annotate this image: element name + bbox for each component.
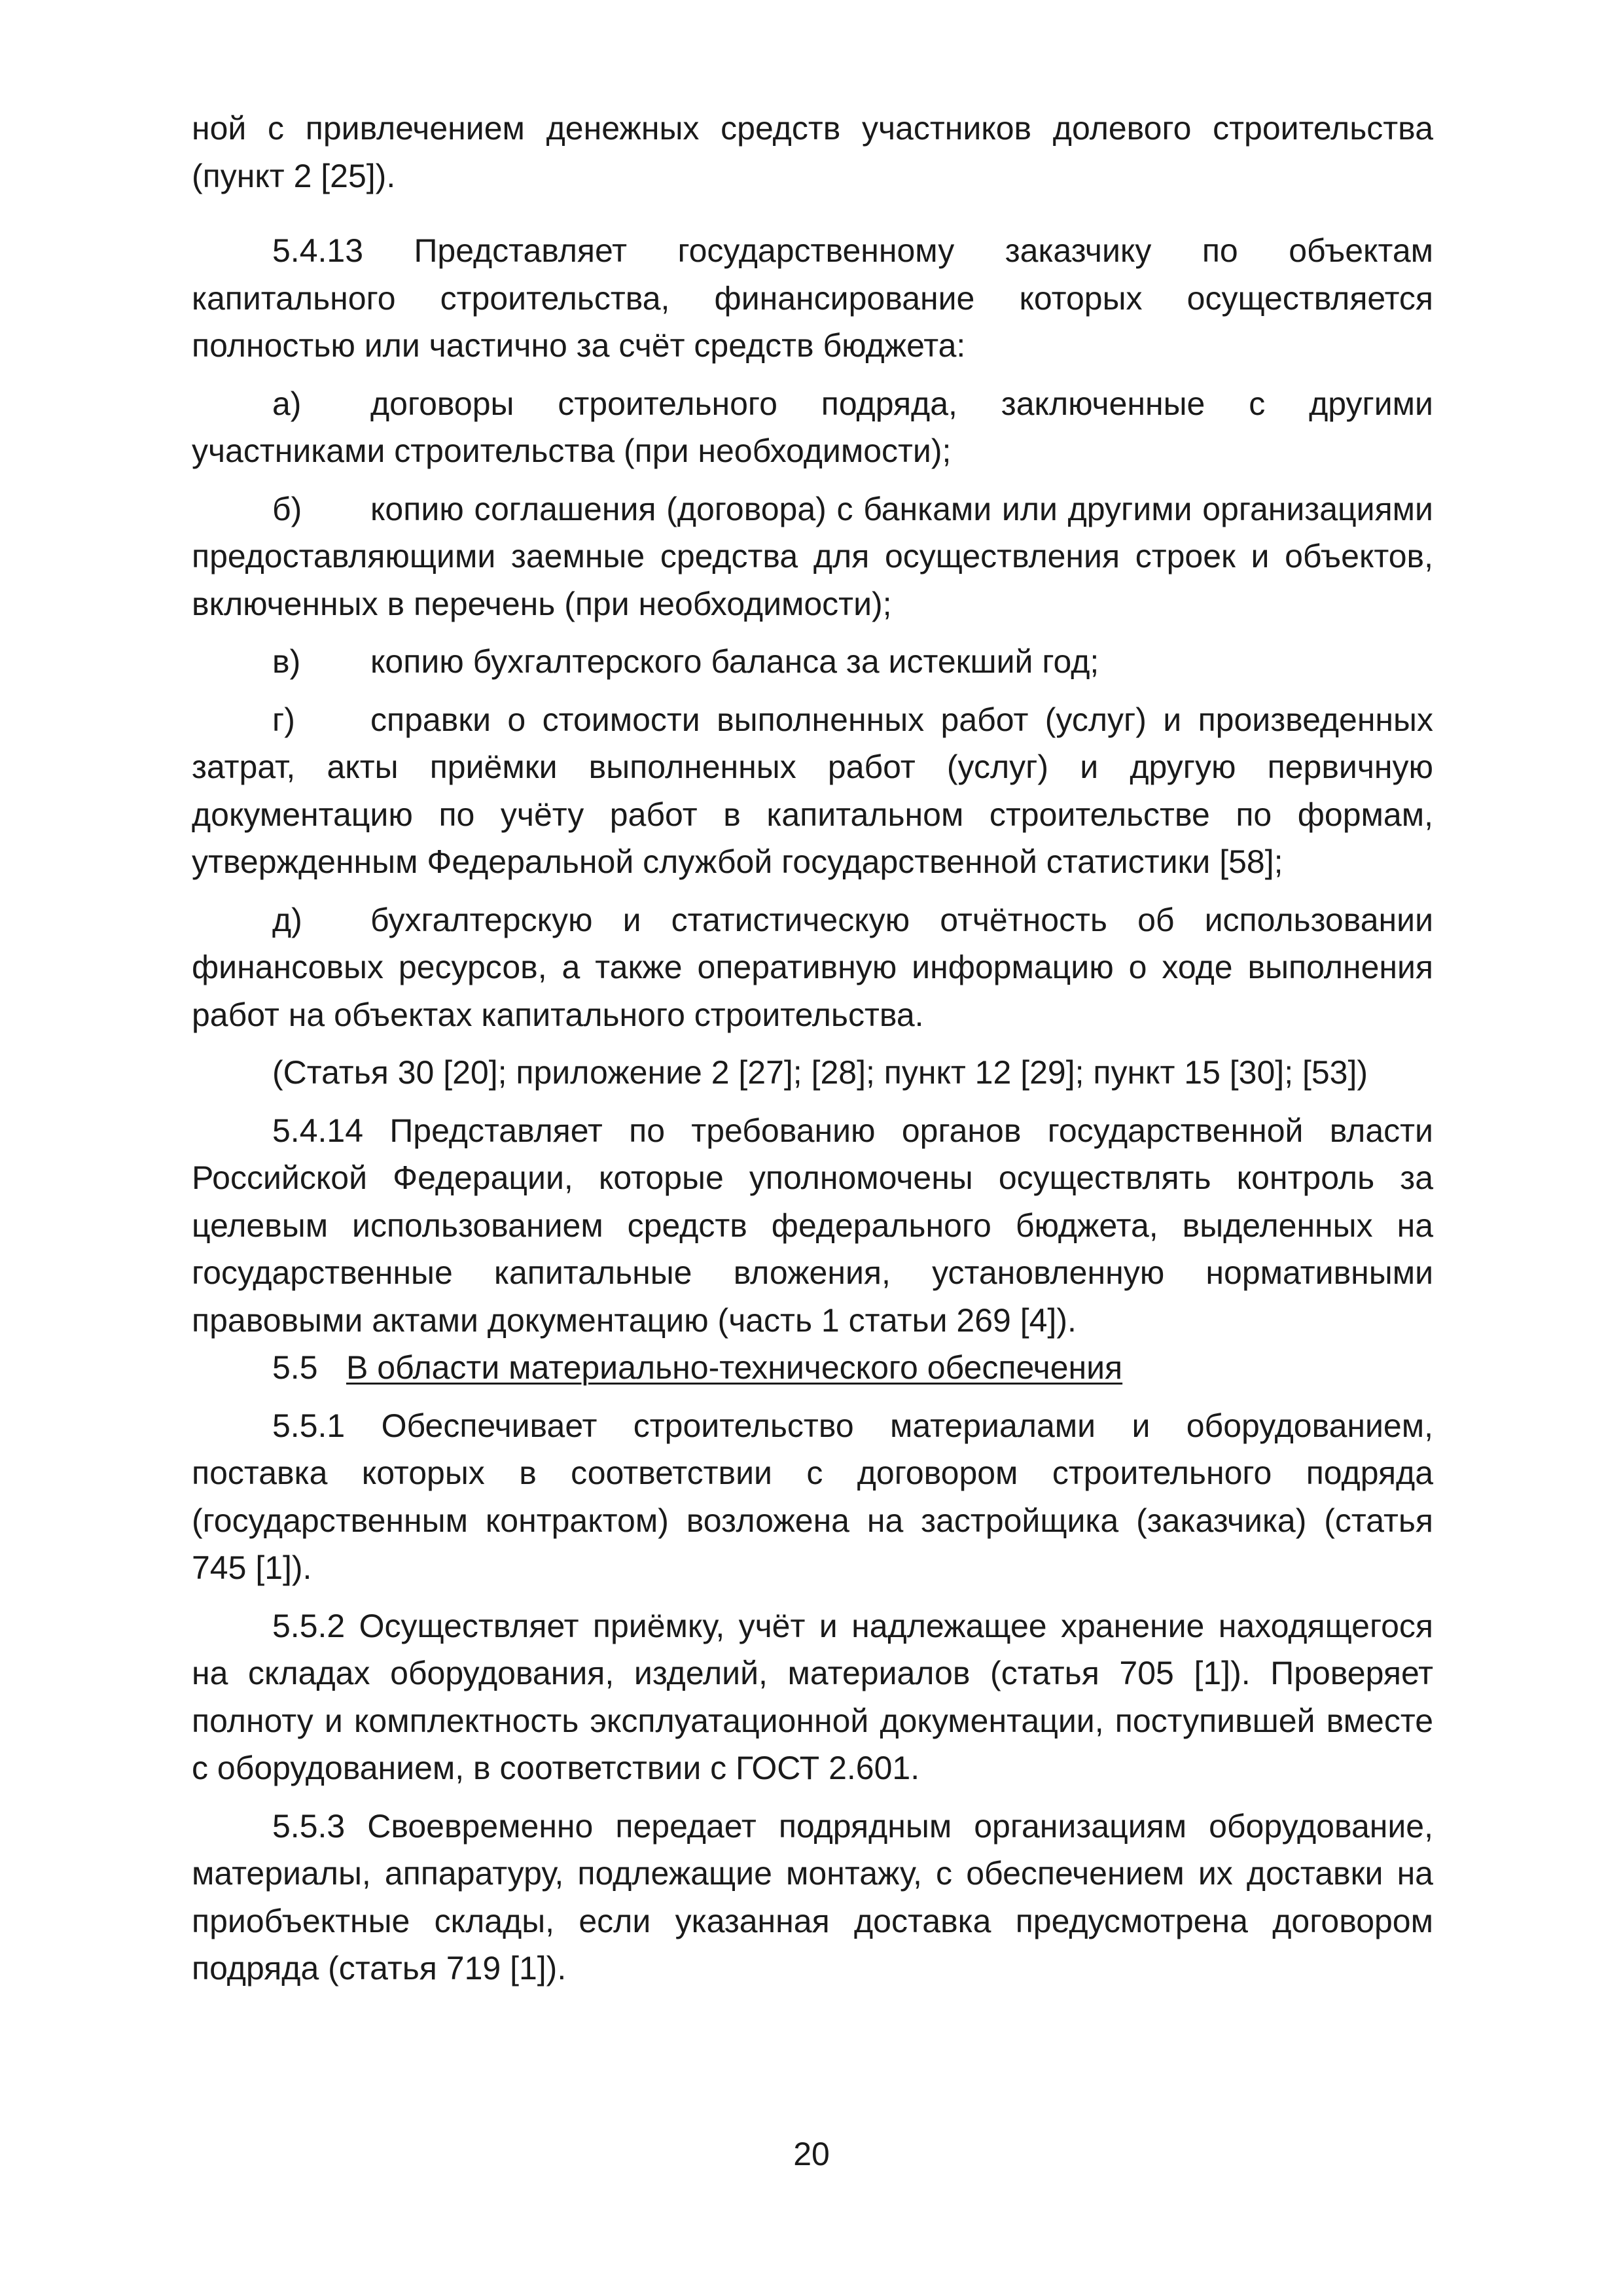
list-marker-v: в) xyxy=(272,643,301,680)
list-marker-d: д) xyxy=(272,901,302,938)
list-marker-a: а) xyxy=(272,385,302,422)
list-item-a xyxy=(192,380,1433,475)
paragraph-5-5-3: 5.5.3 Своевременно передает подрядным организациям оборудование, материалы, аппаратуру, подлежащие монтажу, с обеспечением их доставки на приобъектные склады, если указанная доставка предусмотрена договором подряда (статья 719 [1]). xyxy=(192,1807,1433,1987)
list-text-b: копию соглашения (договора) с банками или другими организациями предоставляющими заемные средства для осуществления строек и объектов, включенных в перечень (при необходимости); xyxy=(192,490,1433,622)
section-number: 5.5 xyxy=(272,1349,318,1386)
section-title: В области материально-технического обеспечения xyxy=(346,1349,1123,1386)
document-body xyxy=(192,105,1433,1992)
list-text-a: договоры строительного подряда, заключенные с другими участниками строительства (при необходимости); xyxy=(192,385,1433,469)
list-item-b xyxy=(192,486,1433,628)
page-number: 20 xyxy=(793,2136,830,2172)
paragraph-continuation: ной с привлечением денежных средств участников долевого строительства (пункт 2 [25]). xyxy=(192,110,1433,194)
paragraph-5-5-1: 5.5.1 Обеспечивает строительство материалами и оборудованием, поставка которых в соответствии с договором строительного подряда (государственным контрактом) возложена на застройщика (заказчика) (статья 745 [1]). xyxy=(192,1407,1433,1586)
list-item-g xyxy=(192,696,1433,886)
paragraph-5-4-14: 5.4.14 Представляет по требованию органов государственной власти Российской Федерации, которые уполномочены осуществлять контроль за целевым использованием средств федерального бюджета, выделенных на государственные капитальные вложения, установленную нормативными правовыми актами документацию (часть 1 статьи 269 [4]). xyxy=(192,1112,1433,1339)
paragraph-5-4-13: 5.4.13 Представляет государственному заказчику по объектам капитального строительства, финансирование которых осуществляется полностью или частично за счёт средств бюджета: xyxy=(192,232,1433,364)
list-item-d xyxy=(192,896,1433,1039)
list-marker-g: г) xyxy=(272,701,295,738)
paragraph-5-5-2: 5.5.2 Осуществляет приёмку, учёт и надлежащее хранение находящегося на складах оборудования, изделий, материалов (статья 705 [1]). Проверяет полноту и комплектность эксплуатационной документации, поступившей вместе с оборудованием, в соответствии с ГОСТ 2.601. xyxy=(192,1607,1433,1786)
list-text-g: справки о стоимости выполненных работ (услуг) и произведенных затрат, акты приёмки выполненных работ (услуг) и другую первичную документацию по учёту работ в капитальном строительстве по формам, утвержденным Федеральной службой государственной статистики [58]; xyxy=(192,701,1433,880)
reference-line: (Статья 30 [20]; приложение 2 [27]; [28]; пункт 12 [29]; пункт 15 [30]; [53]) xyxy=(272,1054,1368,1091)
list-item-v xyxy=(192,638,1433,686)
list-text-d: бухгалтерскую и статистическую отчётность об использовании финансовых ресурсов, а также оперативную информацию о ходе выполнения работ на объектах капитального строительства. xyxy=(192,901,1433,1033)
section-heading-5-5 xyxy=(192,1344,1433,1392)
list-text-v: копию бухгалтерского баланса за истекший год; xyxy=(370,643,1099,680)
list-marker-b: б) xyxy=(272,490,302,527)
